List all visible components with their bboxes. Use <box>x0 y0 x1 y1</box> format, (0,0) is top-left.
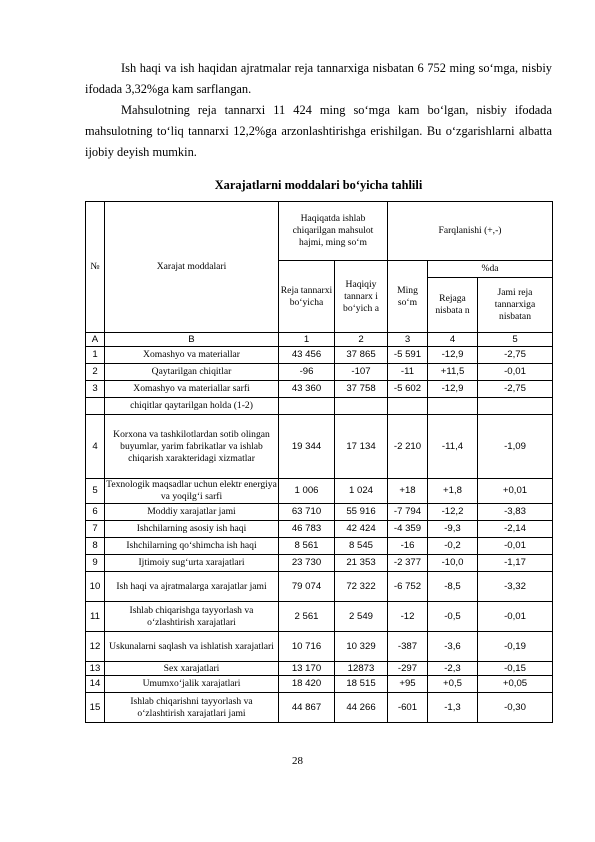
plan-ratio: -3,6 <box>428 632 478 662</box>
total-ratio: +0,05 <box>478 676 553 693</box>
total-ratio: -1,09 <box>478 415 553 479</box>
actual-cost: 2 549 <box>335 602 388 632</box>
row-number: 1 <box>86 347 105 364</box>
difference-amount: -4 359 <box>388 521 428 538</box>
total-ratio: -0,19 <box>478 632 553 662</box>
total-ratio <box>478 398 553 415</box>
table-row <box>86 521 553 538</box>
difference-amount: -6 752 <box>388 572 428 602</box>
cost-item: Korxona va tashkilotlardan sotib olingan buyumlar, yarim fabrikatlar va ishlab chiqarish xarakteridagi xizmatlar <box>105 415 279 479</box>
plan-ratio: -12,9 <box>428 381 478 398</box>
table-row <box>86 347 553 364</box>
actual-cost: 18 515 <box>335 676 388 693</box>
cost-item: Sex xarajatlari <box>105 662 279 676</box>
header-plan-ratio: Rejaga nisbata n <box>428 278 478 333</box>
cost-item: Ishlab chiqarishga tayyorlash va o‘zlashtirish xarajatlari <box>105 602 279 632</box>
cost-item: Ishchilarning qo‘shimcha ish haqi <box>105 538 279 555</box>
difference-amount: -601 <box>388 693 428 723</box>
header-total-ratio: Jami reja tannarxiga nisbatan <box>478 278 553 333</box>
plan-cost: 19 344 <box>279 415 335 479</box>
plan-ratio: -1,3 <box>428 693 478 723</box>
plan-cost: 8 561 <box>279 538 335 555</box>
plan-cost: 63 710 <box>279 504 335 521</box>
row-number: 8 <box>86 538 105 555</box>
plan-ratio: -10,0 <box>428 555 478 572</box>
plan-cost: 10 716 <box>279 632 335 662</box>
plan-ratio: +0,5 <box>428 676 478 693</box>
plan-cost: 2 561 <box>279 602 335 632</box>
difference-amount: -12 <box>388 602 428 632</box>
cost-item: Xomashyo va materiallar sarfi <box>105 381 279 398</box>
row-number: 2 <box>86 364 105 381</box>
plan-ratio: -12,9 <box>428 347 478 364</box>
col-label: B <box>105 333 279 347</box>
plan-cost <box>279 398 335 415</box>
plan-cost: 1 006 <box>279 479 335 504</box>
cost-item: Ishlab chiqarishni tayyorlash va o‘zlashtirish xarajatlari jami <box>105 693 279 723</box>
row-number: 15 <box>86 693 105 723</box>
difference-amount: -5 602 <box>388 381 428 398</box>
difference-amount: -7 794 <box>388 504 428 521</box>
actual-cost: 8 545 <box>335 538 388 555</box>
page-number: 28 <box>292 755 303 767</box>
table-row <box>86 693 553 723</box>
total-ratio: -2,14 <box>478 521 553 538</box>
actual-cost: 21 353 <box>335 555 388 572</box>
cost-item: Ishchilarning asosiy ish haqi <box>105 521 279 538</box>
actual-cost: -107 <box>335 364 388 381</box>
plan-cost: 43 360 <box>279 381 335 398</box>
row-number: 5 <box>86 479 105 504</box>
actual-cost: 37 865 <box>335 347 388 364</box>
actual-cost <box>335 398 388 415</box>
table-row <box>86 538 553 555</box>
difference-amount: -2 377 <box>388 555 428 572</box>
col-label: A <box>86 333 105 347</box>
cost-item: Ish haqi va ajratmalarga xarajatlar jami <box>105 572 279 602</box>
actual-cost: 17 134 <box>335 415 388 479</box>
plan-ratio: -9,3 <box>428 521 478 538</box>
difference-amount <box>388 398 428 415</box>
total-ratio: -1,17 <box>478 555 553 572</box>
table-row <box>86 479 553 504</box>
difference-amount: -297 <box>388 662 428 676</box>
header-difference: Farqlanishi (+,-) <box>388 202 553 261</box>
table-row <box>86 662 553 676</box>
cost-item: Ijtimoiy sug‘urta xarajatlari <box>105 555 279 572</box>
plan-ratio: +1,8 <box>428 479 478 504</box>
cost-analysis-table <box>85 201 553 723</box>
cost-item: Moddiy xarajatlar jami <box>105 504 279 521</box>
table-row <box>86 676 553 693</box>
actual-cost: 12873 <box>335 662 388 676</box>
total-ratio: -3,83 <box>478 504 553 521</box>
plan-ratio: -2,3 <box>428 662 478 676</box>
cost-item: Qaytarilgan chiqitlar <box>105 364 279 381</box>
col-label: 2 <box>335 333 388 347</box>
header-actual-volume: Haqiqatda ishlab chiqarilgan mahsulot hajmi, ming so‘m <box>279 202 388 261</box>
row-number: 10 <box>86 572 105 602</box>
cost-item: Umumxo‘jalik xarajatlari <box>105 676 279 693</box>
table-row <box>86 504 553 521</box>
cost-item: chiqitlar qaytarilgan holda (1-2) <box>105 398 279 415</box>
row-number <box>86 398 105 415</box>
table-row <box>86 572 553 602</box>
plan-ratio: -0,5 <box>428 602 478 632</box>
actual-cost: 44 266 <box>335 693 388 723</box>
total-ratio: -3,32 <box>478 572 553 602</box>
total-ratio: -0,01 <box>478 602 553 632</box>
table-row <box>86 398 553 415</box>
cost-item: Texnologik maqsadlar uchun elektr energiya va yoqilg‘i sarfi <box>106 479 277 502</box>
plan-ratio <box>428 398 478 415</box>
total-ratio: -0,01 <box>478 538 553 555</box>
col-label: 5 <box>478 333 553 347</box>
plan-cost: 13 170 <box>279 662 335 676</box>
header-cost-items: Xarajat moddalari <box>105 202 279 333</box>
header-number: № <box>86 202 105 333</box>
column-label-row <box>86 333 553 347</box>
plan-cost: 79 074 <box>279 572 335 602</box>
plan-cost: 18 420 <box>279 676 335 693</box>
actual-cost: 55 916 <box>335 504 388 521</box>
paragraph-1: Ish haqi va ish haqidan ajratmalar reja tannarxiga nisbatan 6 752 ming so‘mga, nisbiy ifodada 3,32%ga kam sarflangan. <box>85 61 552 96</box>
table-row <box>86 381 553 398</box>
row-number: 14 <box>86 676 105 693</box>
header-plan-cost: Reja tannarxi bo‘yicha <box>279 261 335 333</box>
plan-ratio: -8,5 <box>428 572 478 602</box>
difference-amount: -16 <box>388 538 428 555</box>
row-number: 9 <box>86 555 105 572</box>
row-number: 6 <box>86 504 105 521</box>
total-ratio: -0,01 <box>478 364 553 381</box>
difference-amount: +18 <box>388 479 428 504</box>
difference-amount: +95 <box>388 676 428 693</box>
header-thousand-som: Ming so‘m <box>388 261 428 333</box>
difference-amount: -2 210 <box>388 415 428 479</box>
plan-ratio: -12,2 <box>428 504 478 521</box>
actual-cost: 10 329 <box>335 632 388 662</box>
plan-cost: 23 730 <box>279 555 335 572</box>
col-label: 1 <box>279 333 335 347</box>
difference-amount: -11 <box>388 364 428 381</box>
plan-ratio: +11,5 <box>428 364 478 381</box>
total-ratio: -2,75 <box>478 347 553 364</box>
difference-amount: -387 <box>388 632 428 662</box>
row-number: 12 <box>86 632 105 662</box>
table-row <box>86 555 553 572</box>
plan-cost: 44 867 <box>279 693 335 723</box>
row-number: 11 <box>86 602 105 632</box>
total-ratio: +0,01 <box>478 479 553 504</box>
row-number: 4 <box>86 415 105 479</box>
actual-cost: 72 322 <box>335 572 388 602</box>
total-ratio: -0,30 <box>478 693 553 723</box>
plan-ratio: -11,4 <box>428 415 478 479</box>
table-row <box>86 632 553 662</box>
plan-cost: -96 <box>279 364 335 381</box>
row-number: 13 <box>86 662 105 676</box>
cost-item: Uskunalarni saqlash va ishlatish xarajatlari <box>105 632 279 662</box>
plan-ratio: -0,2 <box>428 538 478 555</box>
table-row <box>86 602 553 632</box>
col-label: 3 <box>388 333 428 347</box>
actual-cost: 42 424 <box>335 521 388 538</box>
header-actual-cost: Haqiqiy tannarx i bo‘yich a <box>335 261 388 333</box>
actual-cost: 1 024 <box>335 479 388 504</box>
total-ratio: -0,15 <box>478 662 553 676</box>
actual-cost: 37 758 <box>335 381 388 398</box>
table-row <box>86 364 553 381</box>
table-row <box>86 415 553 479</box>
header-percent: %da <box>428 261 553 278</box>
paragraph-2: Mahsulotning reja tannarxi 11 424 ming so‘mga kam bo‘lgan, nisbiy ifodada mahsulotning to‘liq tannarxi 12,2%ga arzonlashtirishga erishilgan. Bu o‘zgarishlarni albatta ijobiy deyish mumkin. <box>85 103 552 159</box>
cost-item: Xomashyo va materiallar <box>105 347 279 364</box>
table-title: Xarajatlarni moddalari bo‘yicha tahlili <box>214 178 423 192</box>
row-number: 7 <box>86 521 105 538</box>
total-ratio: -2,75 <box>478 381 553 398</box>
plan-cost: 43 456 <box>279 347 335 364</box>
difference-amount: -5 591 <box>388 347 428 364</box>
plan-cost: 46 783 <box>279 521 335 538</box>
col-label: 4 <box>428 333 478 347</box>
row-number: 3 <box>86 381 105 398</box>
